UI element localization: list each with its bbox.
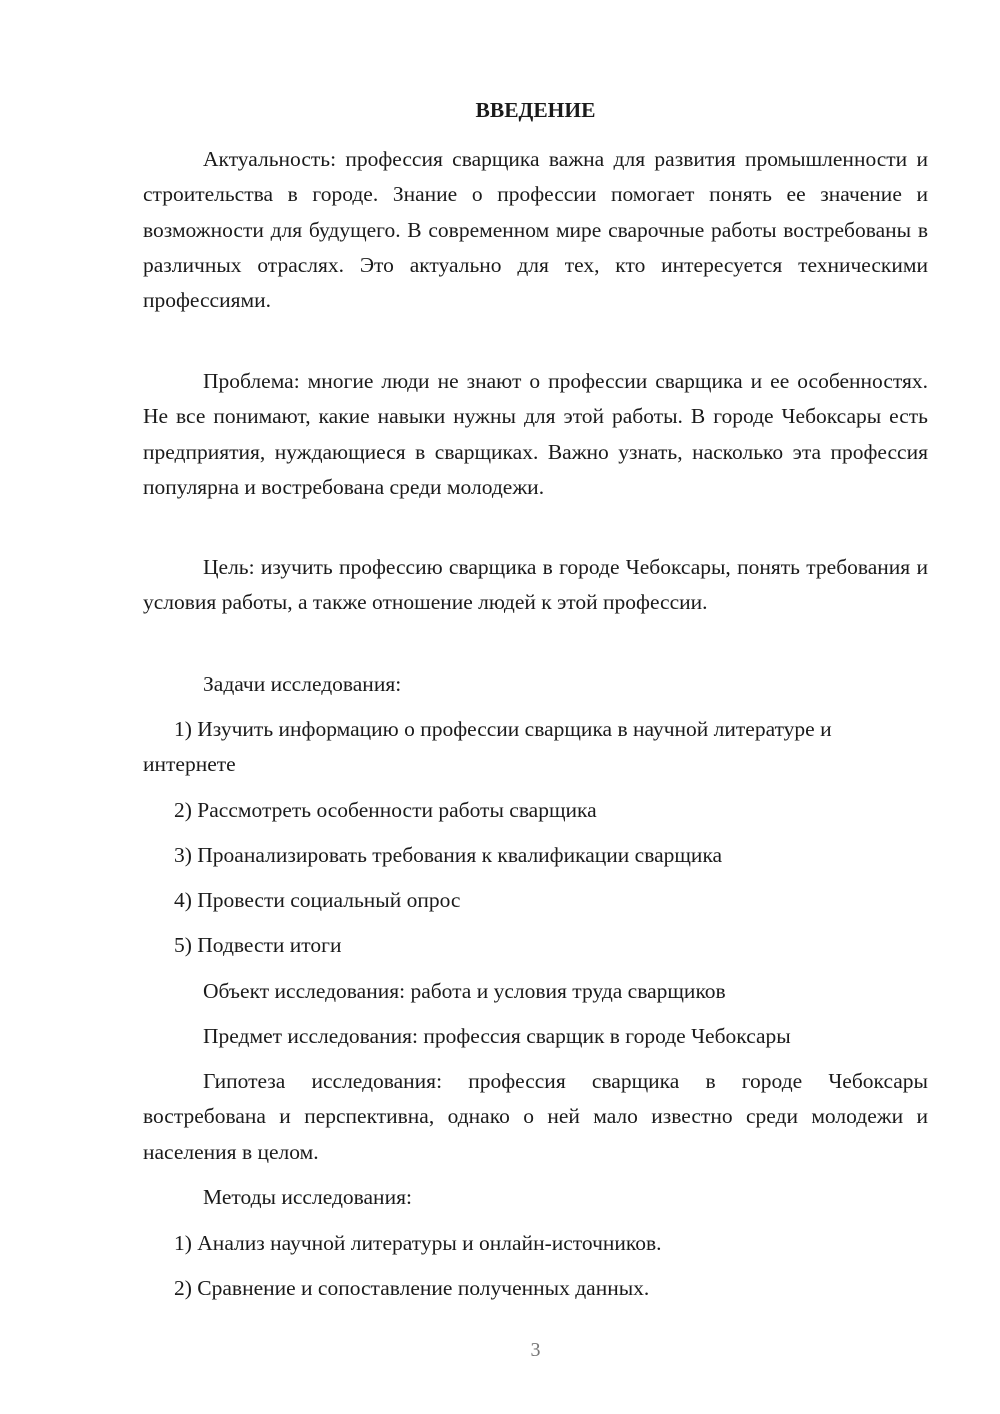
relevance-paragraph: Актуальность: профессия сварщика важна для развития промышленности и строительства в городе. Знание о профессии помогает понять ее значение и возможности для будущего. В современном мире сварочные работы востребованы в различных отраслях. Это актуально для тех, кто интересуется техническими профессиями. <box>143 147 928 313</box>
task-item-5: 5) Подвести итоги <box>174 933 342 957</box>
section-heading: ВВЕДЕНИЕ <box>475 98 596 122</box>
task-item-4: 4) Провести социальный опрос <box>174 888 461 912</box>
page-number: 3 <box>530 1339 541 1361</box>
method-item-2: 2) Сравнение и сопоставление полученных данных. <box>174 1276 650 1300</box>
task-item-3: 3) Проанализировать требования к квалификации сварщика <box>174 843 723 867</box>
problem-paragraph: Проблема: многие люди не знают о профессии сварщика и ее особенностях. Не все понимают, какие навыки нужны для этой работы. В городе Чебоксары есть предприятия, нуждающиеся в сварщиках. Важно узнать, насколько эта профессия популярна и востребована среди молодежи. <box>143 369 928 499</box>
document-page <box>143 0 928 1414</box>
methods-heading: Методы исследования: <box>203 1185 412 1209</box>
tasks-heading: Задачи исследования: <box>203 672 402 696</box>
task-item-1: 1) Изучить информацию о профессии сварщика в научной литературе и интернете <box>143 717 832 777</box>
task-item-2: 2) Рассмотреть особенности работы сварщика <box>174 798 597 822</box>
hypothesis-paragraph: Гипотеза исследования: профессия сварщика в городе Чебоксары востребована и перспективна, однако о ней мало известно среди молодежи и населения в целом. <box>143 1069 928 1164</box>
object-line: Объект исследования: работа и условия труда сварщиков <box>203 979 726 1003</box>
goal-paragraph: Цель: изучить профессию сварщика в городе Чебоксары, понять требования и условия работы, а также отношение людей к этой профессии. <box>143 555 928 615</box>
subject-line: Предмет исследования: профессия сварщик в городе Чебоксары <box>203 1024 791 1048</box>
method-item-1: 1) Анализ научной литературы и онлайн-источников. <box>174 1231 662 1255</box>
